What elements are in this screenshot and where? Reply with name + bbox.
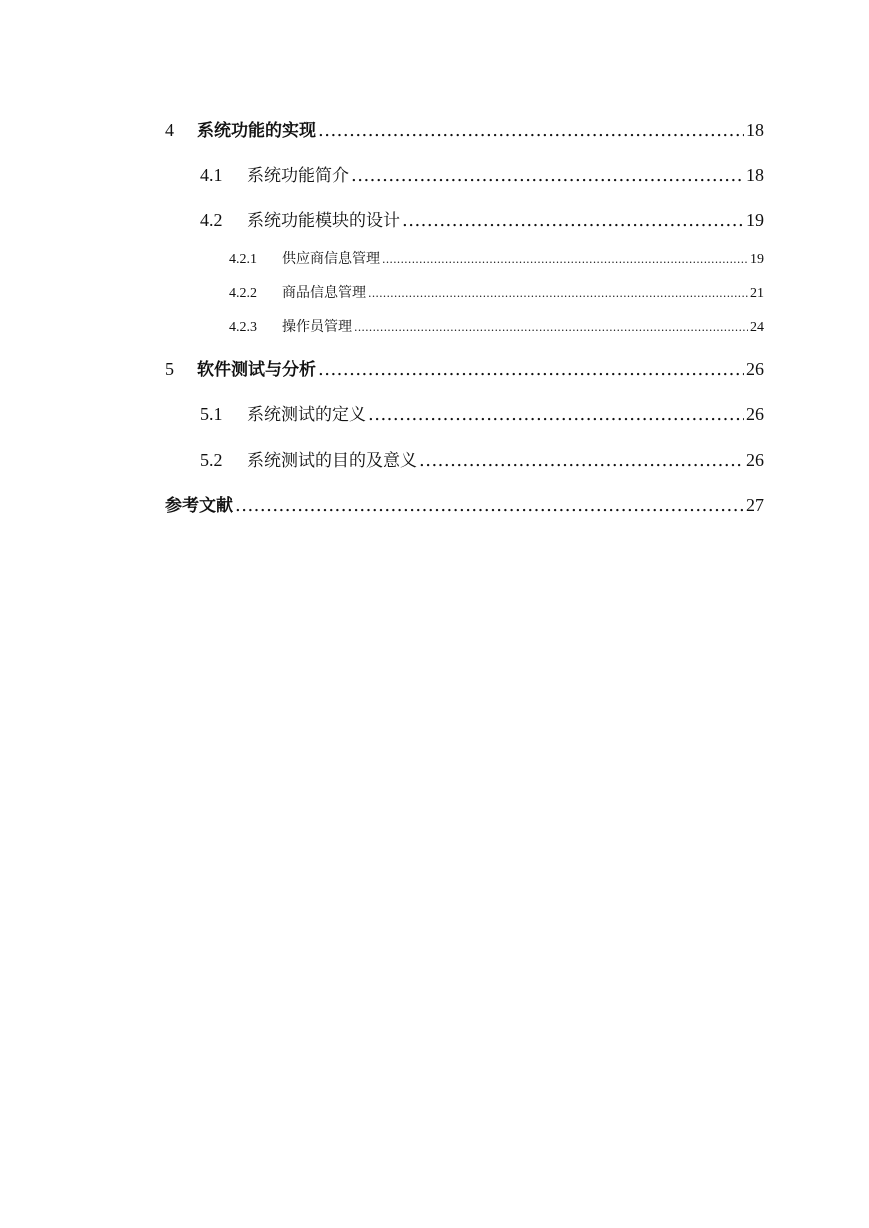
- dot-leader: [354, 321, 748, 334]
- toc-entry-number: 4.2.3: [229, 320, 257, 335]
- toc-entry-section-5-2[interactable]: [200, 446, 764, 471]
- toc-entry-number: 5.2: [200, 450, 223, 470]
- toc-entry-page: 21: [750, 286, 764, 301]
- toc-entry-title: 系统功能简介: [247, 166, 349, 186]
- toc-entry-subsection-4-2-1[interactable]: [229, 248, 764, 268]
- dot-leader: [402, 210, 744, 231]
- dot-leader: [351, 165, 744, 186]
- toc-entry-number: 4.1: [200, 165, 223, 185]
- toc-entry-chapter-4[interactable]: [165, 116, 764, 141]
- dot-leader: [368, 287, 748, 300]
- toc-entry-title: 参考文献: [165, 496, 233, 516]
- dot-leader: [419, 450, 744, 471]
- toc-entry-page: 19: [750, 252, 764, 267]
- toc-entry-references[interactable]: [165, 491, 764, 516]
- dot-leader: [235, 495, 744, 516]
- toc-entry-title: 系统功能的实现: [197, 121, 316, 141]
- toc-entry-title: 系统测试的定义: [247, 405, 366, 425]
- toc-entry-subsection-4-2-2[interactable]: [229, 282, 764, 302]
- toc-entry-page: 18: [746, 165, 764, 185]
- toc-entry-number: 4.2.2: [229, 286, 257, 301]
- toc-entry-page: 24: [750, 320, 764, 335]
- toc-entry-section-4-1[interactable]: [200, 161, 764, 186]
- dot-leader: [318, 359, 744, 380]
- toc-entry-title: 系统测试的目的及意义: [247, 451, 417, 471]
- toc-entry-number: 4.2.1: [229, 252, 257, 267]
- toc-entry-title: 商品信息管理: [282, 285, 366, 301]
- toc-entry-title: 系统功能模块的设计: [247, 211, 400, 231]
- toc-entry-section-5-1[interactable]: [200, 400, 764, 425]
- toc-entry-number: 4: [165, 120, 174, 140]
- dot-leader: [382, 253, 748, 266]
- toc-entry-subsection-4-2-3[interactable]: [229, 316, 764, 336]
- toc-entry-page: 26: [746, 450, 764, 470]
- toc-entry-section-4-2[interactable]: [200, 206, 764, 231]
- toc-entry-page: 26: [746, 359, 764, 379]
- toc-entry-chapter-5[interactable]: [165, 355, 764, 380]
- toc-entry-number: 5.1: [200, 404, 223, 424]
- toc-entry-title: 软件测试与分析: [197, 360, 316, 380]
- toc-entry-number: 5: [165, 359, 174, 379]
- toc-entry-number: 4.2: [200, 210, 223, 230]
- toc-entry-page: 26: [746, 404, 764, 424]
- toc-entry-page: 18: [746, 120, 764, 140]
- toc-entry-title: 操作员管理: [282, 319, 352, 335]
- dot-leader: [318, 120, 744, 141]
- toc-entry-page: 19: [746, 210, 764, 230]
- dot-leader: [368, 404, 744, 425]
- toc-entry-title: 供应商信息管理: [282, 251, 380, 267]
- toc-entry-page: 27: [746, 495, 764, 515]
